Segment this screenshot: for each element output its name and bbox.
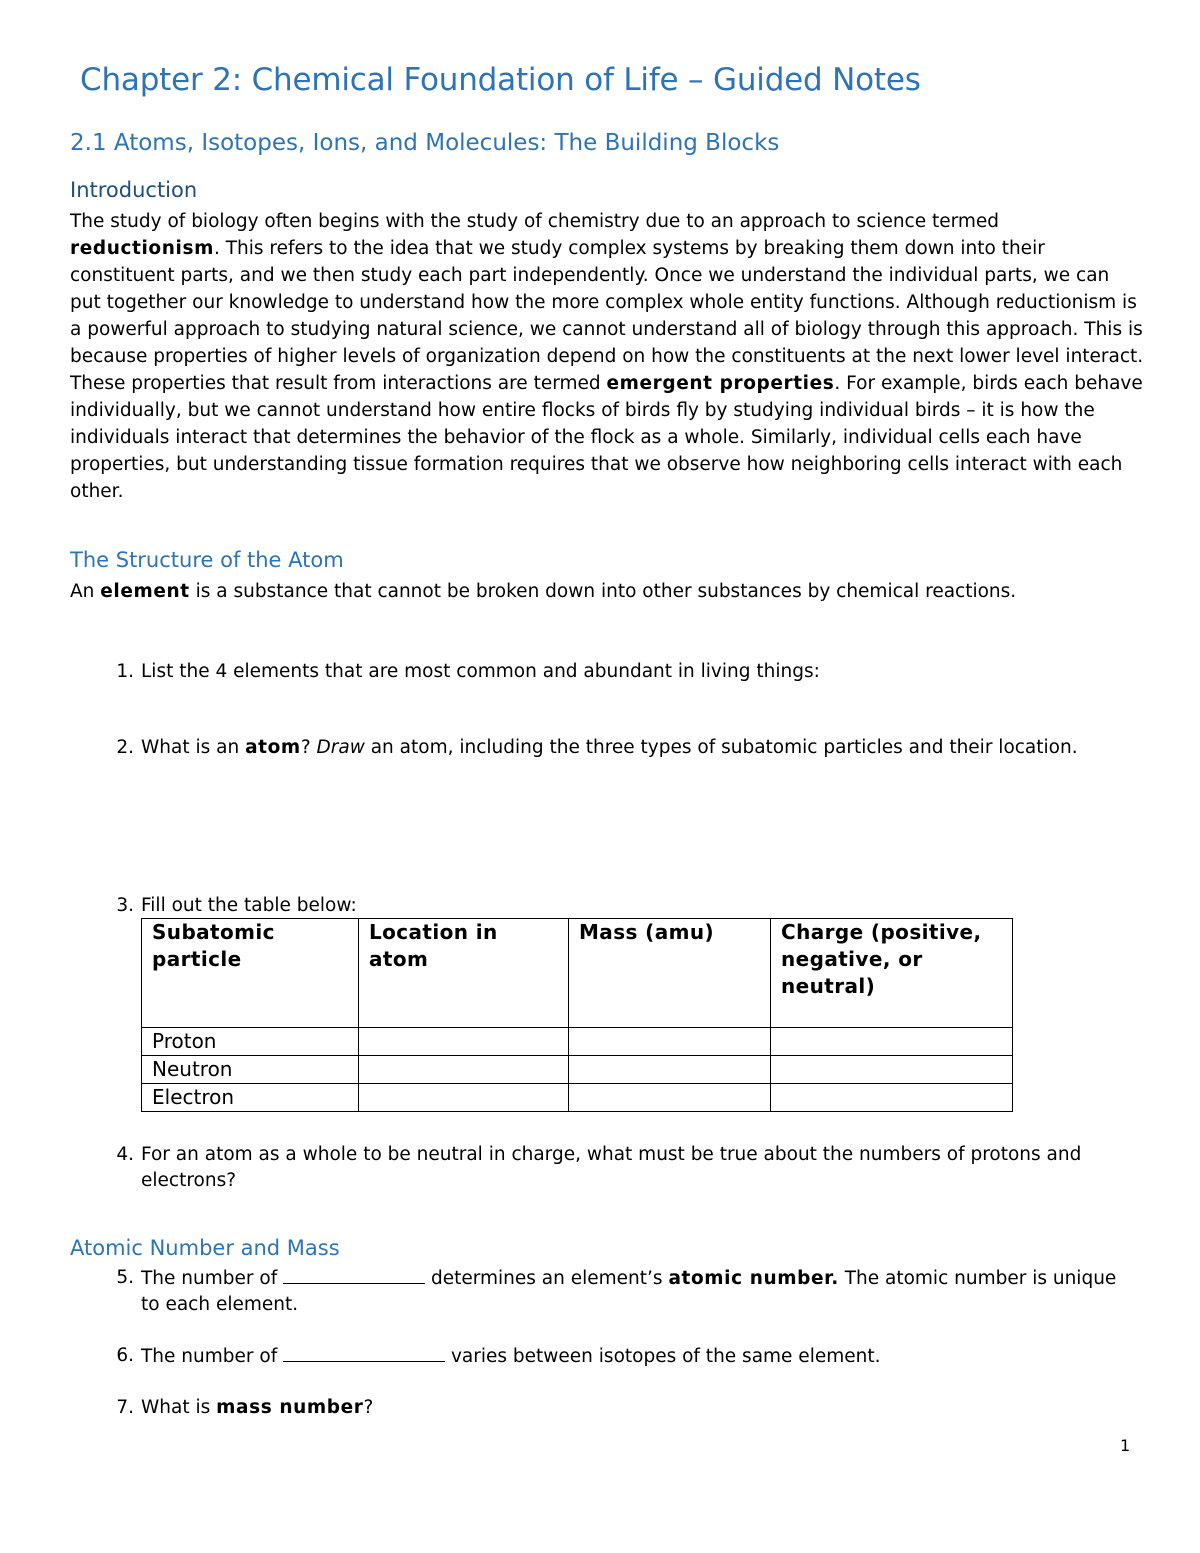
term-emergent-properties: emergent properties — [606, 373, 835, 394]
section-heading: 2.1 Atoms, Isotopes, Ions, and Molecules: The Building Blocks — [70, 130, 780, 156]
table-cell-blank[interactable] — [359, 1028, 569, 1056]
table-row — [142, 1056, 1013, 1084]
table-header-row — [142, 919, 1013, 1028]
document-page: Chapter 2: Chemical Foundation of Life – Guided Notes 2.1 Atoms, Isotopes, Ions, and Molecules: The Building Blocks Introduction The study of biology often begins with the study of chemistry due to an approach to science termed reductionism. This refers to the idea that we study complex systems by breaking them down into their constituent parts, and we then study each part independently. Once we understand the individual parts, we can put together our knowledge to understand how the more complex whole entity functions. Although reductionism is a powerful approach to studying natural science, we cannot understand all of biology through this approach. This is because properties of higher levels of organization depend on how the constituents at the next lower level interact. These properties that result from interactions are termed emergent properties. For example, birds each behave individually, but we cannot understand how entire flocks of birds fly by studying individual birds – it is how the individuals interact that determines the behavior of the flock as a whole. Similarly, individual cells each have properties, but understanding tissue formation requires that we observe how neighboring cells interact with each other. The Structure of the Atom An element is a substance that cannot be broken down into other substances by chemical reactions. 1. List the 4 elements that are most common and abundant in living things: 2. What is an atom? Draw an atom, including the three types of subatomic particles and their location. 3. Fill out the table below: Subatomic particle Location in atom Mass (amu) Charge (positive, negative, or neutral) Proton Neutron Electron 4. For an atom as a whole to be neutral in charge, what must be true about the numbers of protons and electrons? Atomic Number and Mass 5. The number of determines an element’s atomic number. The atomic number is unique to each element. 6. The number of varies between isotopes of the same element. 7. What is mass number? 1 — [70, 62, 1144, 1455]
element-definition: An element is a substance that cannot be broken down into other substances by chemical reactions. — [70, 581, 1017, 602]
table-header: Mass (amu) — [569, 919, 771, 1028]
table-header: Charge (positive, negative, or neutral) — [771, 919, 1013, 1028]
table-cell-blank[interactable] — [569, 1084, 771, 1112]
table-cell-blank[interactable] — [569, 1028, 771, 1056]
atomic-number-heading: Atomic Number and Mass — [70, 1236, 340, 1260]
table-row — [142, 1028, 1013, 1056]
table-cell-blank[interactable] — [359, 1056, 569, 1084]
page-title: Chapter 2: Chemical Foundation of Life – Guided Notes — [80, 62, 921, 98]
atom-structure-heading: The Structure of the Atom — [70, 548, 344, 572]
table-cell-blank[interactable] — [569, 1056, 771, 1084]
term-element: element — [100, 581, 190, 602]
subatomic-particle-table — [141, 918, 1013, 1112]
table-cell-blank[interactable] — [359, 1084, 569, 1112]
table-cell-particle: Electron — [142, 1084, 359, 1112]
table-header: Subatomic particle — [142, 919, 359, 1028]
fill-blank[interactable] — [283, 1265, 425, 1284]
term-reductionism: reductionism — [70, 238, 214, 259]
table-cell-blank[interactable] — [771, 1028, 1013, 1056]
table-cell-particle: Proton — [142, 1028, 359, 1056]
intro-paragraph: The study of biology often begins with the study of chemistry due to an approach to science termed reductionism. This refers to the idea that we study complex systems by breaking them down into their constituent parts, and we then study each part independently. Once we understand the individual parts, we can put together our knowledge to understand how the more complex whole entity functions. Although reductionism is a powerful approach to studying natural science, we cannot understand all of biology through this approach. This is because properties of higher levels of organization depend on how the constituents at the next lower level interact. These properties that result from interactions are termed emergent properties. For example, birds each behave individually, but we cannot understand how entire flocks of birds fly by studying individual birds – it is how the individuals interact that determines the behavior of the flock as a whole. Similarly, individual cells each have properties, but understanding tissue formation requires that we observe how neighboring cells interact with each other. — [70, 211, 1144, 502]
page-number: 1 — [1120, 1436, 1131, 1455]
table-cell-blank[interactable] — [771, 1084, 1013, 1112]
table-header: Location in atom — [359, 919, 569, 1028]
table-cell-particle: Neutron — [142, 1056, 359, 1084]
fill-blank[interactable] — [283, 1343, 445, 1362]
table-cell-blank[interactable] — [771, 1056, 1013, 1084]
intro-heading: Introduction — [70, 178, 198, 202]
table-row — [142, 1084, 1013, 1112]
